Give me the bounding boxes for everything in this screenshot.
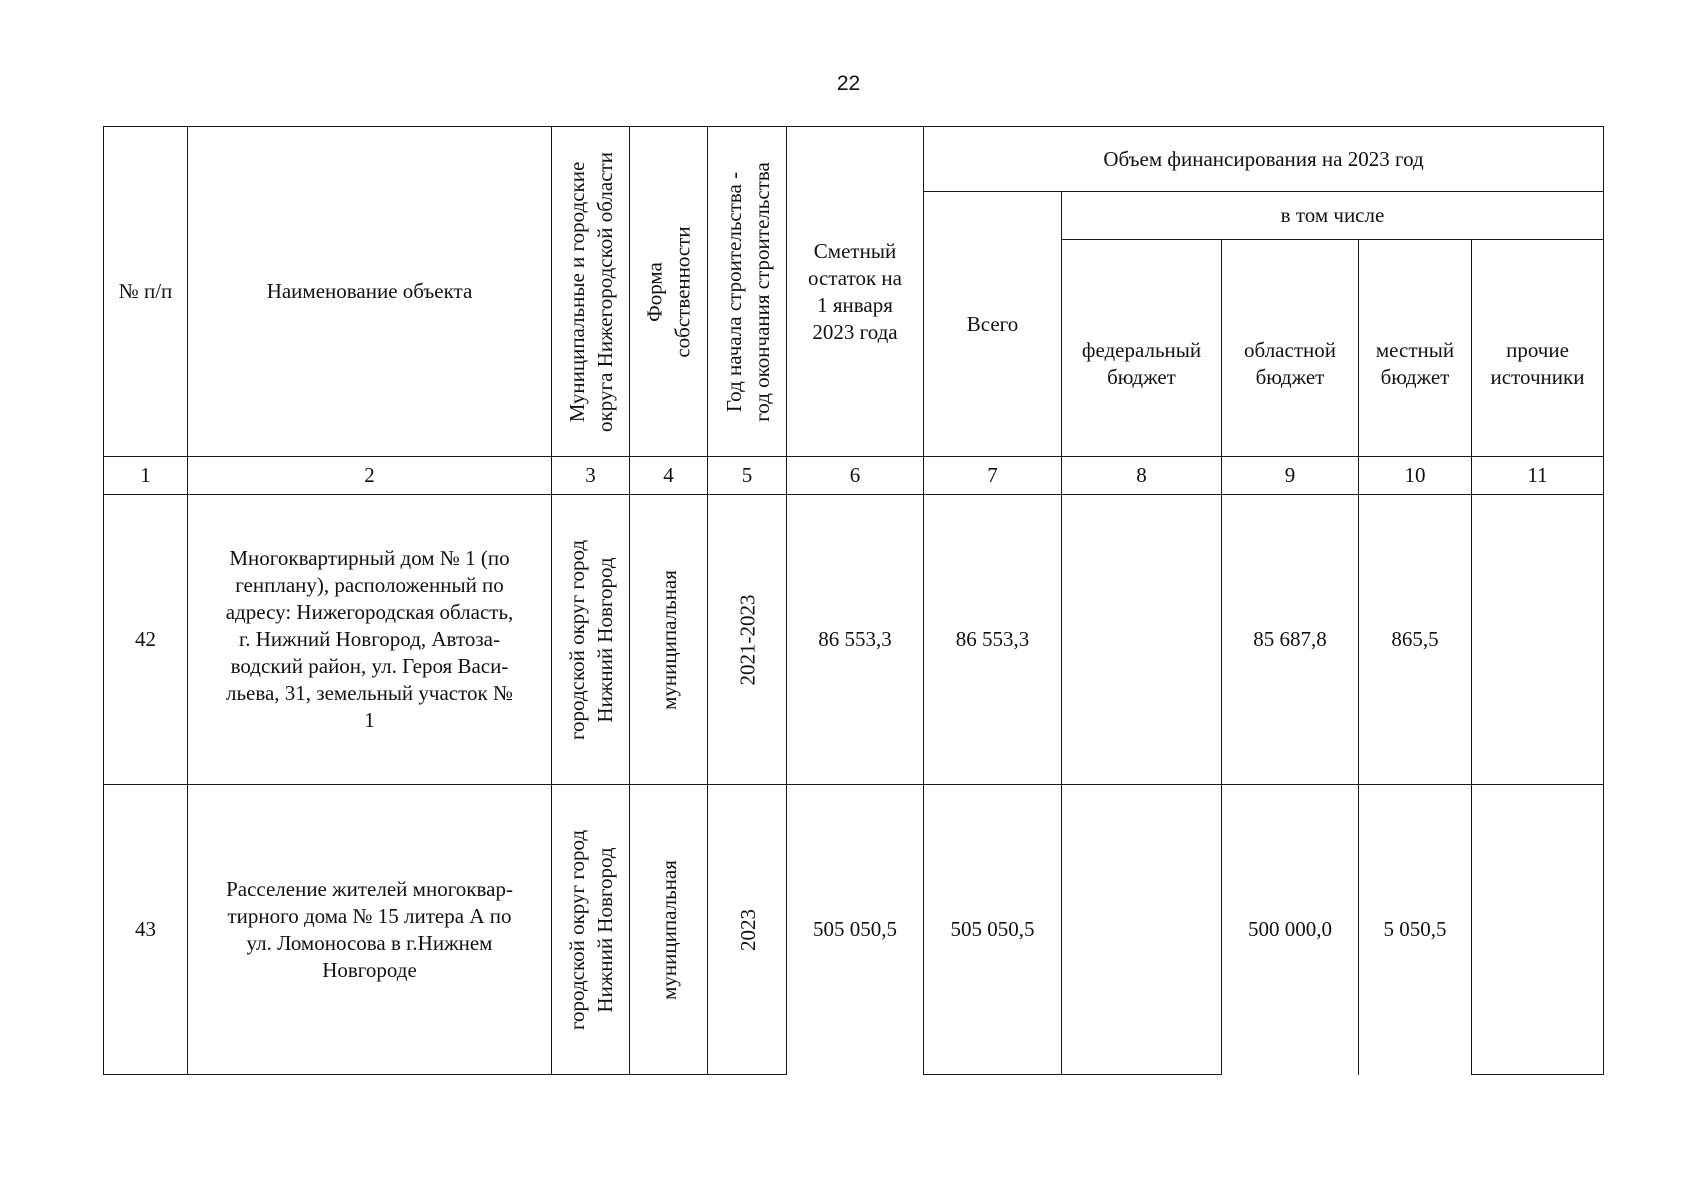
regional-budget: 85 687,8 <box>1222 495 1359 785</box>
column-number: 2 <box>188 457 552 495</box>
object-name: Многоквартирный дом № 1 (по генплану), расположенный по адресу: Нижегородская область, г. Нижний Новгород, Автоза- водский район, ул. Героя Васи- льева, 31, земельный участок № 1 <box>188 495 552 785</box>
row-number: 43 <box>104 785 188 1075</box>
header-other-sources: прочие источники <box>1472 240 1604 457</box>
page-number: 22 <box>836 72 861 95</box>
other-sources <box>1472 495 1604 785</box>
municipality: городской округ город Нижний Новгород <box>552 785 630 1075</box>
financing-total: 86 553,3 <box>924 495 1062 785</box>
regional-budget: 500 000,0 <box>1222 785 1359 1075</box>
local-budget: 5 050,5 <box>1359 785 1472 1075</box>
column-number: 4 <box>630 457 708 495</box>
construction-years: 2023 <box>708 785 787 1075</box>
column-number: 11 <box>1472 457 1604 495</box>
row-number: 42 <box>104 495 188 785</box>
header-row-number: № п/п <box>104 127 188 457</box>
column-number: 10 <box>1359 457 1472 495</box>
header-ownership: Форма собственности <box>630 127 708 457</box>
object-name: Расселение жителей многоквар- тирного дома № 15 литера А по ул. Ломоносова в г.Нижнем Новгороде <box>188 785 552 1075</box>
ownership: муниципальная <box>630 495 708 785</box>
column-number: 3 <box>552 457 630 495</box>
header-financing-2023: Объем финансирования на 2023 год <box>924 127 1604 192</box>
ownership: муниципальная <box>630 785 708 1075</box>
construction-years: 2021-2023 <box>708 495 787 785</box>
table-row <box>104 785 1604 1075</box>
federal-budget <box>1062 495 1222 785</box>
header-regional-budget: областной бюджет <box>1222 240 1359 457</box>
column-numbers-row <box>104 457 1604 495</box>
financing-table <box>103 126 1604 1075</box>
column-number: 9 <box>1222 457 1359 495</box>
local-budget: 865,5 <box>1359 495 1472 785</box>
column-number: 8 <box>1062 457 1222 495</box>
header-federal-budget: федеральный бюджет <box>1062 240 1222 457</box>
federal-budget <box>1062 785 1222 1075</box>
column-number: 7 <box>924 457 1062 495</box>
header-including: в том числе <box>1062 192 1604 240</box>
table-row <box>104 495 1604 785</box>
header-total: Всего <box>924 192 1062 457</box>
header-municipality: Муниципальные и городские округа Нижегородской области <box>552 127 630 457</box>
column-number: 6 <box>787 457 924 495</box>
header-object-name: Наименование объекта <box>188 127 552 457</box>
column-number: 5 <box>708 457 787 495</box>
municipality: городской округ город Нижний Новгород <box>552 495 630 785</box>
header-estimate-balance: Сметный остаток на 1 января 2023 года <box>787 127 924 457</box>
other-sources <box>1472 785 1604 1075</box>
header-construction-years: Год начала строительства - год окончания строительства <box>708 127 787 457</box>
column-number: 1 <box>104 457 188 495</box>
estimate-balance: 505 050,5 <box>787 785 924 1075</box>
financing-total: 505 050,5 <box>924 785 1062 1075</box>
header-local-budget: местный бюджет <box>1359 240 1472 457</box>
estimate-balance: 86 553,3 <box>787 495 924 785</box>
